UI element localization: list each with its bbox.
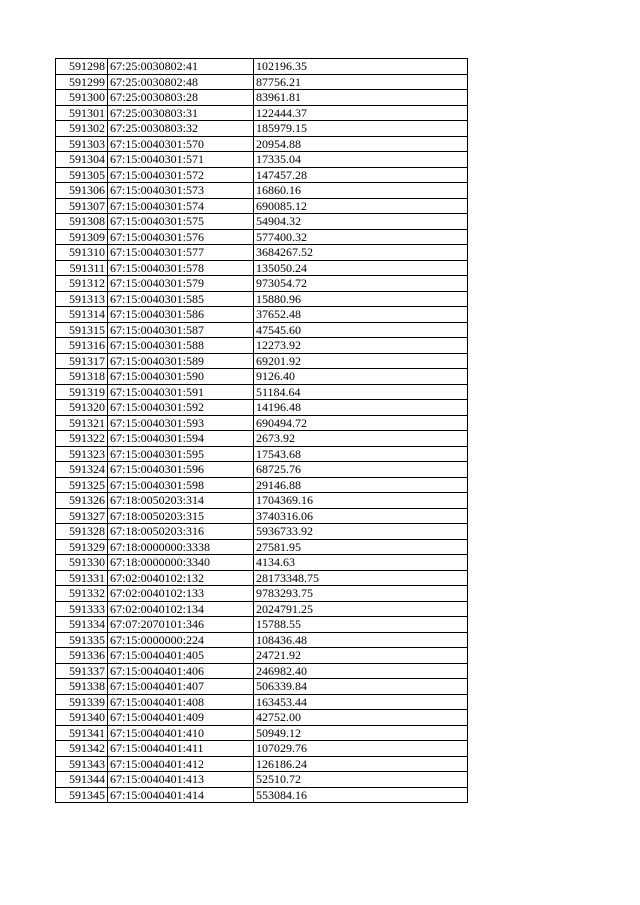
cadastral-number-cell: 67:15:0040401:410 — [108, 725, 254, 741]
value-cell: 83961.81 — [254, 90, 468, 106]
cadastral-number-cell: 67:25:0030802:41 — [108, 59, 254, 75]
table-row — [56, 260, 468, 276]
table-row — [56, 431, 468, 447]
cadastral-number-cell: 67:15:0040301:595 — [108, 446, 254, 462]
table-row — [56, 741, 468, 757]
cadastral-number-cell: 67:15:0040401:406 — [108, 663, 254, 679]
row-id-cell: 591328 — [56, 524, 108, 540]
cadastral-number-cell: 67:15:0040301:593 — [108, 415, 254, 431]
cadastral-number-cell: 67:15:0040301:578 — [108, 260, 254, 276]
cadastral-number-cell: 67:25:0030803:32 — [108, 121, 254, 137]
value-cell: 17335.04 — [254, 152, 468, 168]
table-row — [56, 400, 468, 416]
value-cell: 135050.24 — [254, 260, 468, 276]
value-cell: 12273.92 — [254, 338, 468, 354]
row-id-cell: 591311 — [56, 260, 108, 276]
value-cell: 3740316.06 — [254, 508, 468, 524]
value-cell: 2024791.25 — [254, 601, 468, 617]
value-cell: 20954.88 — [254, 136, 468, 152]
row-id-cell: 591336 — [56, 648, 108, 664]
value-cell: 122444.37 — [254, 105, 468, 121]
row-id-cell: 591339 — [56, 694, 108, 710]
row-id-cell: 591342 — [56, 741, 108, 757]
value-cell: 29146.88 — [254, 477, 468, 493]
row-id-cell: 591335 — [56, 632, 108, 648]
row-id-cell: 591322 — [56, 431, 108, 447]
cadastral-number-cell: 67:18:0000000:3338 — [108, 539, 254, 555]
table-row — [56, 136, 468, 152]
table-row — [56, 105, 468, 121]
value-cell: 27581.95 — [254, 539, 468, 555]
value-cell: 9783293.75 — [254, 586, 468, 602]
value-cell: 107029.76 — [254, 741, 468, 757]
cadastral-number-cell: 67:15:0040301:575 — [108, 214, 254, 230]
row-id-cell: 591324 — [56, 462, 108, 478]
row-id-cell: 591308 — [56, 214, 108, 230]
table-row — [56, 555, 468, 571]
row-id-cell: 591334 — [56, 617, 108, 633]
value-cell: 185979.15 — [254, 121, 468, 137]
value-cell: 553084.16 — [254, 787, 468, 803]
cadastral-number-cell: 67:15:0040301:586 — [108, 307, 254, 323]
cadastral-number-cell: 67:18:0050203:314 — [108, 493, 254, 509]
cadastral-number-cell: 67:25:0030803:31 — [108, 105, 254, 121]
value-cell: 3684267.52 — [254, 245, 468, 261]
row-id-cell: 591300 — [56, 90, 108, 106]
table-row — [56, 369, 468, 385]
row-id-cell: 591340 — [56, 710, 108, 726]
value-cell: 9126.40 — [254, 369, 468, 385]
row-id-cell: 591341 — [56, 725, 108, 741]
table-row — [56, 229, 468, 245]
cadastral-number-cell: 67:15:0040401:408 — [108, 694, 254, 710]
value-cell: 17543.68 — [254, 446, 468, 462]
row-id-cell: 591299 — [56, 74, 108, 90]
row-id-cell: 591320 — [56, 400, 108, 416]
cadastral-number-cell: 67:15:0000000:224 — [108, 632, 254, 648]
table-row — [56, 493, 468, 509]
cadastral-number-cell: 67:25:0030803:28 — [108, 90, 254, 106]
row-id-cell: 591332 — [56, 586, 108, 602]
table-row — [56, 787, 468, 803]
cadastral-number-cell: 67:15:0040401:411 — [108, 741, 254, 757]
table-body — [56, 59, 468, 803]
value-cell: 52510.72 — [254, 772, 468, 788]
row-id-cell: 591337 — [56, 663, 108, 679]
cadastral-number-cell: 67:15:0040401:409 — [108, 710, 254, 726]
table-row — [56, 462, 468, 478]
row-id-cell: 591312 — [56, 276, 108, 292]
cadastral-number-cell: 67:15:0040301:591 — [108, 384, 254, 400]
table-row — [56, 198, 468, 214]
row-id-cell: 591318 — [56, 369, 108, 385]
cadastral-number-cell: 67:15:0040301:588 — [108, 338, 254, 354]
cadastral-number-cell: 67:15:0040301:579 — [108, 276, 254, 292]
row-id-cell: 591319 — [56, 384, 108, 400]
row-id-cell: 591317 — [56, 353, 108, 369]
cadastral-number-cell: 67:15:0040301:594 — [108, 431, 254, 447]
cadastral-number-cell: 67:02:0040102:133 — [108, 586, 254, 602]
row-id-cell: 591315 — [56, 322, 108, 338]
row-id-cell: 591343 — [56, 756, 108, 772]
row-id-cell: 591329 — [56, 539, 108, 555]
table-row — [56, 679, 468, 695]
cadastral-number-cell: 67:18:0050203:315 — [108, 508, 254, 524]
value-cell: 42752.00 — [254, 710, 468, 726]
row-id-cell: 591326 — [56, 493, 108, 509]
row-id-cell: 591307 — [56, 198, 108, 214]
row-id-cell: 591305 — [56, 167, 108, 183]
value-cell: 47545.60 — [254, 322, 468, 338]
value-cell: 108436.48 — [254, 632, 468, 648]
cadastral-number-cell: 67:18:0050203:316 — [108, 524, 254, 540]
table-row — [56, 710, 468, 726]
value-cell: 5936733.92 — [254, 524, 468, 540]
cadastral-number-cell: 67:15:0040301:572 — [108, 167, 254, 183]
row-id-cell: 591333 — [56, 601, 108, 617]
table-row — [56, 586, 468, 602]
cadastral-number-cell: 67:15:0040401:413 — [108, 772, 254, 788]
cadastral-number-cell: 67:25:0030802:48 — [108, 74, 254, 90]
table-row — [56, 570, 468, 586]
value-cell: 506339.84 — [254, 679, 468, 695]
table-row — [56, 245, 468, 261]
table-row — [56, 276, 468, 292]
row-id-cell: 591303 — [56, 136, 108, 152]
value-cell: 69201.92 — [254, 353, 468, 369]
cadastral-number-cell: 67:15:0040301:589 — [108, 353, 254, 369]
table-row — [56, 663, 468, 679]
row-id-cell: 591323 — [56, 446, 108, 462]
cadastral-number-cell: 67:15:0040301:573 — [108, 183, 254, 199]
table-row — [56, 90, 468, 106]
cadastral-number-cell: 67:02:0040102:132 — [108, 570, 254, 586]
table-row — [56, 307, 468, 323]
cadastral-number-cell: 67:15:0040301:574 — [108, 198, 254, 214]
table-row — [56, 648, 468, 664]
table-row — [56, 601, 468, 617]
row-id-cell: 591321 — [56, 415, 108, 431]
row-id-cell: 591345 — [56, 787, 108, 803]
cadastral-number-cell: 67:15:0040301:570 — [108, 136, 254, 152]
cadastral-number-cell: 67:18:0000000:3340 — [108, 555, 254, 571]
table-row — [56, 353, 468, 369]
value-cell: 87756.21 — [254, 74, 468, 90]
value-cell: 50949.12 — [254, 725, 468, 741]
cadastral-number-cell: 67:15:0040401:407 — [108, 679, 254, 695]
cadastral-number-cell: 67:15:0040301:587 — [108, 322, 254, 338]
row-id-cell: 591338 — [56, 679, 108, 695]
value-cell: 246982.40 — [254, 663, 468, 679]
table-row — [56, 772, 468, 788]
row-id-cell: 591316 — [56, 338, 108, 354]
value-cell: 2673.92 — [254, 431, 468, 447]
cadastral-number-cell: 67:15:0040301:577 — [108, 245, 254, 261]
row-id-cell: 591330 — [56, 555, 108, 571]
table-row — [56, 446, 468, 462]
cadastral-number-cell: 67:15:0040301:590 — [108, 369, 254, 385]
table-row — [56, 214, 468, 230]
value-cell: 54904.32 — [254, 214, 468, 230]
value-cell: 15788.55 — [254, 617, 468, 633]
row-id-cell: 591309 — [56, 229, 108, 245]
cadastral-number-cell: 67:15:0040301:576 — [108, 229, 254, 245]
value-cell: 577400.32 — [254, 229, 468, 245]
value-cell: 690085.12 — [254, 198, 468, 214]
value-cell: 28173348.75 — [254, 570, 468, 586]
row-id-cell: 591298 — [56, 59, 108, 75]
table-row — [56, 694, 468, 710]
row-id-cell: 591313 — [56, 291, 108, 307]
value-cell: 1704369.16 — [254, 493, 468, 509]
table-row — [56, 338, 468, 354]
value-cell: 14196.48 — [254, 400, 468, 416]
table-row — [56, 183, 468, 199]
cadastral-number-cell: 67:15:0040401:405 — [108, 648, 254, 664]
table-row — [56, 384, 468, 400]
row-id-cell: 591331 — [56, 570, 108, 586]
cadastral-number-cell: 67:02:0040102:134 — [108, 601, 254, 617]
value-cell: 147457.28 — [254, 167, 468, 183]
table-row — [56, 322, 468, 338]
cadastral-number-cell: 67:07:2070101:346 — [108, 617, 254, 633]
value-cell: 163453.44 — [254, 694, 468, 710]
value-cell: 102196.35 — [254, 59, 468, 75]
value-cell: 16860.16 — [254, 183, 468, 199]
table-row — [56, 291, 468, 307]
cadastral-number-cell: 67:15:0040301:596 — [108, 462, 254, 478]
cadastral-number-cell: 67:15:0040401:414 — [108, 787, 254, 803]
row-id-cell: 591310 — [56, 245, 108, 261]
value-cell: 24721.92 — [254, 648, 468, 664]
table-row — [56, 725, 468, 741]
table-row — [56, 477, 468, 493]
table-row — [56, 415, 468, 431]
value-cell: 51184.64 — [254, 384, 468, 400]
row-id-cell: 591306 — [56, 183, 108, 199]
cadastral-number-cell: 67:15:0040301:571 — [108, 152, 254, 168]
row-id-cell: 591304 — [56, 152, 108, 168]
value-cell: 15880.96 — [254, 291, 468, 307]
data-table — [55, 58, 468, 803]
table-row — [56, 756, 468, 772]
row-id-cell: 591327 — [56, 508, 108, 524]
table-row — [56, 74, 468, 90]
table-row — [56, 59, 468, 75]
value-cell: 37652.48 — [254, 307, 468, 323]
row-id-cell: 591325 — [56, 477, 108, 493]
table-row — [56, 632, 468, 648]
value-cell: 4134.63 — [254, 555, 468, 571]
table-row — [56, 167, 468, 183]
cadastral-number-cell: 67:15:0040301:592 — [108, 400, 254, 416]
row-id-cell: 591314 — [56, 307, 108, 323]
cadastral-number-cell: 67:15:0040301:598 — [108, 477, 254, 493]
cadastral-number-cell: 67:15:0040401:412 — [108, 756, 254, 772]
table-row — [56, 121, 468, 137]
cadastral-number-cell: 67:15:0040301:585 — [108, 291, 254, 307]
value-cell: 973054.72 — [254, 276, 468, 292]
table-row — [56, 524, 468, 540]
table-row — [56, 539, 468, 555]
row-id-cell: 591302 — [56, 121, 108, 137]
row-id-cell: 591344 — [56, 772, 108, 788]
value-cell: 68725.76 — [254, 462, 468, 478]
row-id-cell: 591301 — [56, 105, 108, 121]
table-row — [56, 508, 468, 524]
value-cell: 126186.24 — [254, 756, 468, 772]
table-row — [56, 617, 468, 633]
value-cell: 690494.72 — [254, 415, 468, 431]
table-row — [56, 152, 468, 168]
